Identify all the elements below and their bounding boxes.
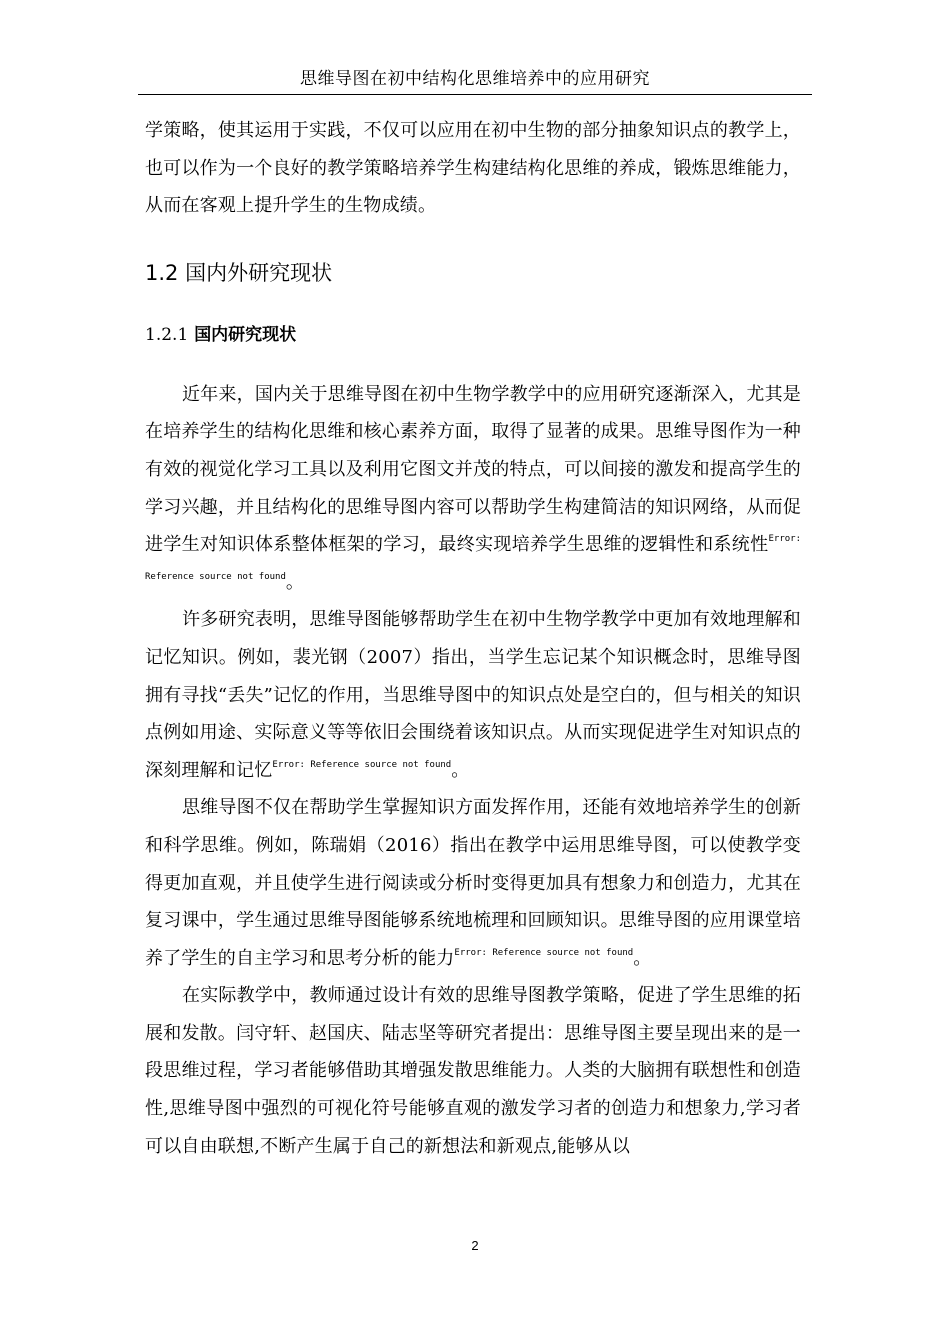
page-header xyxy=(138,68,812,95)
section-heading: 1.2 国内外研究现状 xyxy=(145,260,333,285)
intro-paragraph: 学策略，使其运用于实践，不仅可以应用在初中生物的部分抽象知识点的教学上，也可以作为一个良好的教学策略培养学生构建结构化思维的养成，锻炼思维能力，从而在客观上提升学生的生物成绩。 xyxy=(145,120,801,217)
reference-error: Error: Reference source not found xyxy=(272,759,452,770)
subsection-title: 国内研究现状 xyxy=(194,324,297,345)
reference-error: Error: Reference source not found xyxy=(145,534,801,582)
reference-error: Error: Reference source not found xyxy=(454,947,634,958)
body-paragraph-1 xyxy=(145,376,801,602)
page-number: 2 xyxy=(471,1238,479,1253)
body-paragraph-2 xyxy=(145,601,801,789)
subsection-heading xyxy=(145,322,801,348)
paragraph-1-end: 。 xyxy=(285,571,305,593)
paragraph-2-end: 。 xyxy=(451,759,470,781)
paragraph-3-end: 。 xyxy=(633,947,652,969)
body-paragraph-4: 在实际教学中，教师通过设计有效的思维导图教学策略，促进了学生思维的拓展和发散。闫守轩、赵国庆、陆志坚等研究者提出：思维导图主要呈现出来的是一段思维过程，学习者能够借助其增强发散思维能力。人类的大脑拥有联想性和创造性,思维导图中强烈的可视化符号能够直观的激发学习者的创造力和想象力,学习者可以自由联想,不断产生属于自己的新想法和新观点,能够从以 xyxy=(145,985,801,1157)
paragraph-1-text: 近年来，国内关于思维导图在初中生物学教学中的应用研究逐渐深入，尤其是在培养学生的结构化思维和核心素养方面，取得了显著的成果。思维导图作为一种有效的视觉化学习工具以及利用它图文并茂的特点，可以间接的激发和提高学生的学习兴趣，并且结构化的思维导图内容可以帮助学生构建简洁的知识网络，从而促进学生对知识体系整体框架的学习，最终实现培养学生思维的逻辑性和系统性 xyxy=(145,383,801,556)
document-body xyxy=(145,112,801,1165)
subsection-number: 1.2.1 xyxy=(145,324,189,345)
header-title: 思维导图在初中结构化思维培养中的应用研究 xyxy=(300,69,650,89)
body-paragraph-3 xyxy=(145,789,801,977)
paragraph-2-text: 许多研究表明，思维导图能够帮助学生在初中生物学教学中更加有效地理解和记忆知识。例如，裴光钢（2007）指出，当学生忘记某个知识概念时，思维导图拥有寻找“丢失”记忆的作用，当思维导图中的知识点处是空白的，但与相关的知识点例如用途、实际意义等等依旧会围绕着该知识点。从而实现促进学生对知识点的深刻理解和记忆 xyxy=(145,609,801,781)
paragraph-3-text: 思维导图不仅在帮助学生掌握知识方面发挥作用，还能有效地培养学生的创新和科学思维。例如，陈瑞娟（2016）指出在教学中运用思维导图，可以使教学变得更加直观，并且使学生进行阅读或分析时变得更加具有想象力和创造力，尤其在复习课中，学生通过思维导图能够系统地梳理和回顾知识。思维导图的应用课堂培养了学生的自主学习和思考分析的能力 xyxy=(145,797,801,969)
